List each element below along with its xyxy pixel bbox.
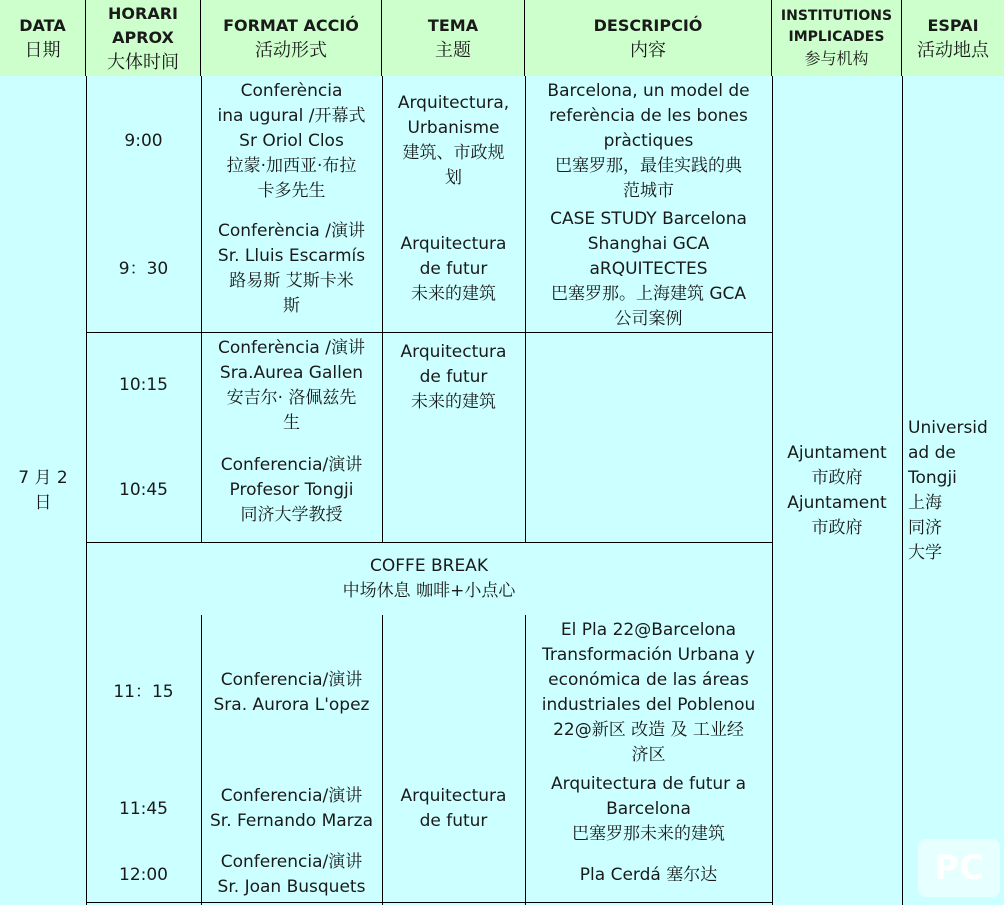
header-data-en: DATA [19,15,66,35]
time-value: 10:45 [119,479,168,500]
header-horari-zh: 大体时间 [107,51,179,73]
descripcio-cell [525,848,772,902]
tema-value: Arquitectura de futur 未来的建筑 [400,342,507,412]
institutions-cell [772,76,902,905]
format-value: Conferència ina ugural /开幕式 Sr Oriol Clos 拉蒙·加西亚·布拉 卡多先生 [217,80,366,201]
descripcio-value: Arquitectura de futur a Barcelona 巴塞罗那未来的建筑 [551,773,746,844]
tema-value: Arquitectura, Urbanisme 建筑、市政规 划 [397,93,510,188]
header-tema [382,0,525,76]
header-data [0,0,86,76]
coffee-break-text: COFFE BREAK 中场休息 咖啡+小点心 [342,556,516,601]
header-format-en: FORMAT ACCIÓ [223,15,359,35]
format-value: Conferencia/演讲 Sra. Aurora L'opez [213,669,370,715]
time-cell [86,333,201,438]
header-data-zh: 日期 [24,39,61,61]
time-cell [86,438,201,542]
grid-line [902,76,903,905]
format-cell [201,770,382,848]
tema-cell [382,76,525,206]
format-value: Conferencia/演讲 Sr. Joan Busquets [217,852,366,897]
time-cell [86,76,201,206]
format-value: Conferencia/演讲 Sr. Fernando Marza [209,786,373,831]
espai-value: Universid ad de Tongji 上海 同济 大学 [908,417,988,563]
format-cell [201,76,382,206]
header-institutions-en: INSTITUTIONS IMPLICADES [780,8,893,45]
watermark-logo [918,839,1000,897]
format-cell [201,848,382,902]
time-value: 12:00 [119,864,168,885]
watermark-text: PC [934,848,984,888]
descripcio-value: El Pla 22@Barcelona Transformación Urbana y económica de las áreas industriales del Poblenou 22@新区 改造 及 工业经 济区 [541,619,756,765]
format-cell [201,438,382,542]
header-institutions-zh: 参与机构 [804,49,869,68]
tema-value: Arquitectura de futur [400,786,507,831]
time-cell [86,848,201,902]
header-descripcio-zh: 内容 [630,39,666,61]
time-value: 11：15 [113,682,174,702]
descripcio-cell [525,615,772,770]
tema-value: Arquitectura de futur 未来的建筑 [400,233,507,304]
espai-cell [908,76,1002,905]
date-cell [0,76,86,905]
header-espai-en: ESPAI [927,15,979,35]
tema-cell [382,770,525,848]
format-cell [201,615,382,770]
header-espai-zh: 活动地点 [917,39,989,61]
time-value: 9:00 [124,130,163,151]
grid-line [86,902,772,903]
descripcio-cell [525,76,772,206]
grid-line [382,615,383,905]
header-institutions [772,0,902,76]
header-tema-zh: 主题 [435,39,471,61]
header-format-zh: 活动形式 [255,39,327,61]
header-tema-en: TEMA [427,15,479,35]
descripcio-cell [525,770,772,848]
format-value: Conferència /演讲 Sra.Aurea Gallen 安吉尔· 洛佩兹先 生 [218,337,365,433]
time-cell [86,206,201,332]
coffee-break-cell [86,543,772,615]
institutions-value: Ajuntament 市政府 Ajuntament 市政府 [787,442,887,538]
time-cell [86,615,201,770]
tema-cell [382,206,525,332]
format-value: Conferència /演讲 Sr. Lluis Escarmís 路易斯 艾斯卡米 斯 [217,221,366,316]
format-cell [201,333,382,438]
tema-cell [382,340,525,435]
descripcio-cell [525,206,772,332]
time-cell [86,770,201,848]
time-value: 11:45 [119,798,168,819]
date-value: 7 月 2 日 [18,467,68,513]
format-cell [201,206,382,332]
descripcio-value: CASE STUDY Barcelona Shanghai GCA aRQUITECTES 巴塞罗那。上海建筑 GCA 公司案例 [550,208,747,329]
descripcio-value: Barcelona, un model de referència de les bones pràctiques 巴塞罗那，最佳实践的典 范城市 [547,80,750,201]
header-espai [902,0,1004,76]
time-value: 9：30 [118,258,169,279]
header-horari-en: HORARI APROX [108,3,178,47]
header-format [201,0,382,76]
header-descripcio-en: DESCRIPCIÓ [593,15,703,35]
format-value: Conferencia/演讲 Profesor Tongji 同济大学教授 [220,454,363,525]
header-descripcio [525,0,772,76]
header-horari [86,0,201,76]
time-value: 10:15 [119,375,168,395]
descripcio-value: Pla Cerdá 塞尔达 [579,864,718,885]
